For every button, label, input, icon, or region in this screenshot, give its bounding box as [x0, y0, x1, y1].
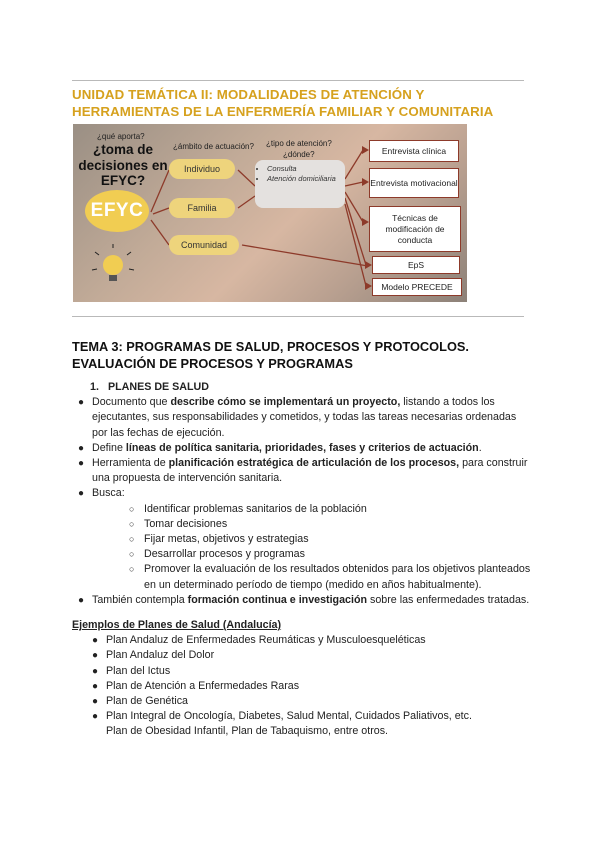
bullet-icon: ●	[78, 594, 85, 606]
bullet-icon: ●	[92, 635, 99, 647]
sublist-item: ○ Tomar decisiones	[72, 517, 532, 532]
planes-number: 1.	[90, 381, 99, 393]
efyc-center-node: EFYC	[85, 190, 149, 232]
planes-heading-text: PLANES DE SALUD	[108, 381, 209, 393]
lightbulb-icon	[92, 244, 134, 281]
section-title: TEMA 3: PROGRAMAS DE SALUD, PROCESOS Y PROTOCOLOS. EVALUACIÓN DE PROCESOS Y PROGRAMAS	[72, 339, 469, 371]
tool-eps: EpS	[372, 256, 460, 274]
list-item: ● Herramienta de planificación estratégica de articulación de los procesos, para construir una propuesta de intervención sanitaria.	[78, 457, 528, 485]
list-item: ● Define líneas de política sanitaria, prioridades, fases y criterios de actuación.	[72, 441, 532, 456]
tool-entrevista-clinica: Entrevista clínica	[369, 140, 459, 162]
bullet-icon: ●	[92, 696, 99, 708]
list-item: ● Plan del Ictus	[72, 664, 532, 679]
circle-bullet-icon: ○	[129, 549, 135, 560]
sublist-item: ○ Desarrollar procesos y programas	[72, 547, 532, 562]
donde-label: ¿dónde?	[283, 150, 315, 159]
ambito-comunidad: Comunidad	[169, 235, 239, 255]
efyc-diagram	[73, 124, 467, 302]
ambito-label: ¿ámbito de actuación?	[173, 142, 254, 151]
list-item: ● Plan Andaluz del Dolor	[72, 648, 532, 663]
tipo-atencion-domiciliaria: • Atención domiciliaria	[267, 174, 345, 184]
list-item: ● Plan de Atención a Enfermedades Raras	[72, 679, 532, 694]
list-item: ● Plan Andaluz de Enfermedades Reumáticas y Musculoesqueléticas	[72, 633, 532, 648]
bullet-icon: ●	[92, 650, 99, 662]
list-item-continuation: Plan de Obesidad Infantil, Plan de Tabaquismo, entre otros.	[106, 725, 389, 738]
list-item: ● Documento que describe cómo se implementará un proyecto, listando a todos los ejecutantes, sus responsabilidades y cometidos, y todas las tareas necesarias ordenadas por las fechas de ejecución.	[78, 396, 517, 439]
circle-bullet-icon: ○	[129, 518, 135, 529]
list-item: ● Busca:	[72, 486, 532, 501]
tipo-atencion-box	[255, 160, 345, 208]
unit-title: UNIDAD TEMÁTICA II: MODALIDADES DE ATENCIÓN Y HERRAMIENTAS DE LA ENFERMERÍA FAMILIAR Y COMUNITARIA	[72, 87, 494, 119]
circle-bullet-icon: ○	[129, 534, 135, 545]
tool-modelo-precede: Modelo PRECEDE	[372, 278, 462, 296]
sublist-item: ○ Promover la evaluación de los resultados obtenidos para los objetivos planteados en un determinado período de tiempo (medido en años habitualmente).	[129, 563, 531, 591]
bullet-icon: ●	[78, 458, 85, 470]
ejemplos-title: Ejemplos de Planes de Salud (Andalucía)	[72, 619, 282, 632]
bullet-icon: ●	[78, 488, 85, 500]
list-item: ● Plan Integral de Oncología, Diabetes, Salud Mental, Cuidados Paliativos, etc.	[72, 709, 532, 724]
planes-heading	[90, 380, 532, 395]
bullet-icon: ●	[78, 397, 85, 409]
tipo-atencion-label: ¿tipo de atención?	[266, 139, 332, 148]
sublist-item: ○ Fijar metas, objetivos y estrategias	[72, 532, 532, 547]
bullet-icon: ●	[92, 680, 99, 692]
bullet-icon: ●	[92, 665, 99, 677]
list-item: ● Plan de Genética	[72, 694, 532, 709]
list-item: ● También contempla formación continua e investigación sobre las enfermedades tratadas.	[72, 593, 532, 608]
toma-decisiones-question: ¿toma de decisiones en EFYC?	[78, 142, 168, 188]
sublist-item: ○ Identificar problemas sanitarios de la población	[72, 502, 532, 517]
bullet-icon: ●	[78, 442, 85, 454]
document-body	[72, 380, 532, 740]
tool-entrevista-motivacional: Entrevista motivacional	[369, 168, 459, 198]
ambito-familia: Familia	[169, 198, 235, 218]
section-divider	[72, 316, 524, 317]
tool-tecnicas-modificacion: Técnicas de modificación de conducta	[369, 206, 461, 252]
top-divider	[72, 80, 524, 81]
bullet-icon: ●	[92, 711, 99, 723]
circle-bullet-icon: ○	[129, 503, 135, 514]
tipo-consulta: • Consulta	[267, 164, 345, 174]
ambito-individuo: Individuo	[169, 159, 235, 179]
que-aporta-label: ¿qué aporta?	[97, 132, 145, 141]
circle-bullet-icon: ○	[129, 564, 135, 575]
